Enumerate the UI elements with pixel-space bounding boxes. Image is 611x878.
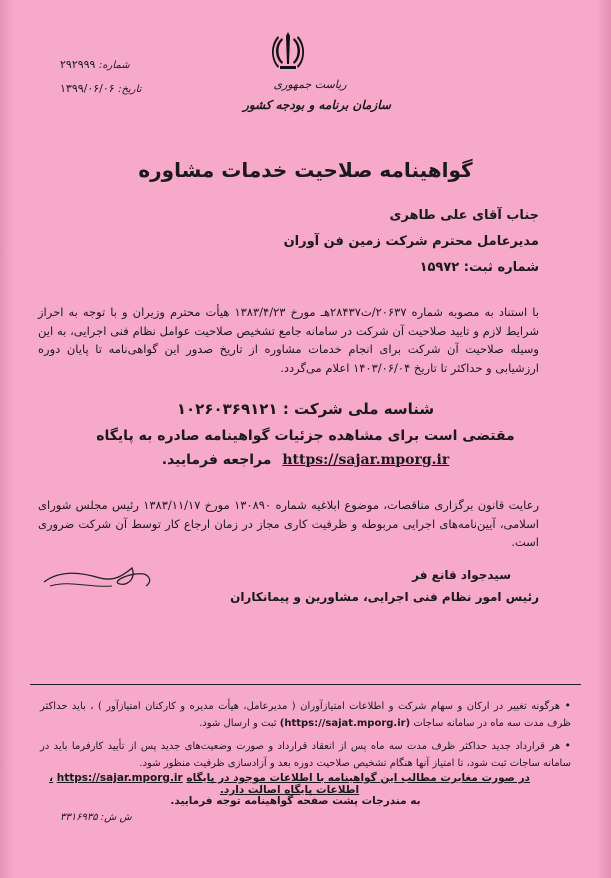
iran-emblem-icon [268, 30, 308, 72]
sajar-link[interactable]: https://sajar.mporg.ir [282, 452, 450, 468]
footer-bullet-1 [40, 697, 571, 732]
letter-number [60, 58, 130, 71]
footer-bullet-2 [40, 737, 571, 772]
national-id-label: شناسه ملی شرکت : [282, 400, 435, 418]
signatory-title: رئیس امور نظام فنی اجرایی، مشاورین و پیمانکاران [230, 590, 539, 604]
letter-date-label: تاریخ: [118, 84, 142, 95]
letter-date-value: ۱۳۹۹/۰۶/۰۶ [60, 82, 115, 95]
national-id-value: ۱۰۲۶۰۳۶۹۱۲۱ [176, 400, 278, 418]
compliance-paragraph: رعایت قانون برگزاری مناقصات، موضوع ابلاغیه شماره ۱۳۰۸۹۰ مورخ ۱۳۸۳/۱۱/۱۷ رئیس مجلس شورای اسلامی، آیین‌نامه‌های اجرایی مربوطه و ظرفیت کاری مجاز در زمان ارجاع کار توسط آن شرکت ضروری است. [38, 498, 540, 549]
handwritten-signature [40, 560, 160, 600]
certificate-title: گواهینامه صلاحیت خدمات مشاوره [138, 158, 473, 182]
registration-number [420, 260, 539, 275]
footer-bullet-1-tail: ثبت و ارسال شود. [199, 718, 277, 729]
organization-label: سازمان برنامه و بودجه کشور [243, 98, 391, 112]
letter-number-value: ۲۹۲۹۹۹ [60, 58, 96, 71]
paper-edge-left [0, 0, 14, 878]
footer-bullet-2-text: هر قرارداد جدید حداکثر ظرف مدت سه ماه پس از انعقاد قرارداد و صورت وضعیت‌های جدید پس از تأیید کارفرما باید در سامانه ساجات ثبت شود، تا امتیاز آنها هنگام تشخیص صلاحیت دوره بعد و آزادسازی ظرفیت منظور شود. [40, 741, 571, 769]
warning-link[interactable]: https://sajar.mporg.ir [56, 772, 183, 784]
presidency-label: ریاست جمهوری [273, 78, 347, 91]
paper-edge-right [597, 0, 611, 878]
body-paragraph: با استناد به مصوبه شماره ۲۰۶۳۷/ت۲۸۴۳۷هـ مورخ ۱۳۸۳/۴/۲۳ هیأت محترم وزیران و با توجه به احراز شرایط لازم و تایید صلاحیت آن شرکت در سامانه جامع تشخیص صلاحیت عوامل نظام فنی اجرایی، به این وسیله صلاحیت آن شرکت برای انجام خدمات مشاوره از تاریخ صدور این گواهی‌نامه تا پایان دوره ارزشیابی و حداکثر تا تاریخ ۱۴۰۳/۰۶/۰۴ اعلام می‌گردد. [38, 305, 539, 375]
letter-number-label: شماره: [98, 60, 130, 71]
recipient-name: جناب آقای علی طاهری [389, 208, 539, 223]
signatory-name: سیدجواد قانع فر [412, 568, 511, 582]
sajat-link[interactable]: (https://sajat.mporg.ir) [279, 718, 411, 729]
bullet-icon: • [564, 699, 571, 712]
bullet-icon: • [564, 739, 571, 752]
back-page-notice: به مندرجات پشت صفحه گواهینامه توجه فرمایید. [170, 795, 421, 807]
warning-text-a: در صورت مغایرت مطالب این گواهینامه با اطلاعات موجود در پایگاه [186, 772, 530, 784]
registration-value: ۱۵۹۷۲ [419, 260, 460, 275]
registration-label: شماره ثبت: [463, 260, 539, 275]
discrepancy-warning [40, 772, 539, 796]
footer-divider [30, 684, 581, 685]
footer-bullet-1-text: هرگونه تغییر در ارکان و سهام شرکت و اطلاعات امتیازآوران ( مدیرعامل، هیأت مدیره و کارکنان امتیازآور ) ، باید حداکثر ظرف مدت سه ماه در سامانه ساجات [40, 701, 571, 729]
notice-line2 [60, 452, 551, 468]
warning-text-b: ، اطلاعات پایگاه اصالت دارد. [49, 772, 360, 796]
letter-date [60, 82, 141, 95]
notice-line2-suffix: مراجعه فرمایید. [161, 452, 272, 468]
national-id [120, 400, 491, 418]
recipient-company: مدیرعامل محترم شرکت زمین فن آوران [283, 234, 539, 249]
serial-number: ش ش: ۳۳۱۶۹۳۵ [60, 812, 132, 823]
notice-line1: مقتضی است برای مشاهده جزئیات گواهینامه صادره به پایگاه [96, 428, 515, 444]
